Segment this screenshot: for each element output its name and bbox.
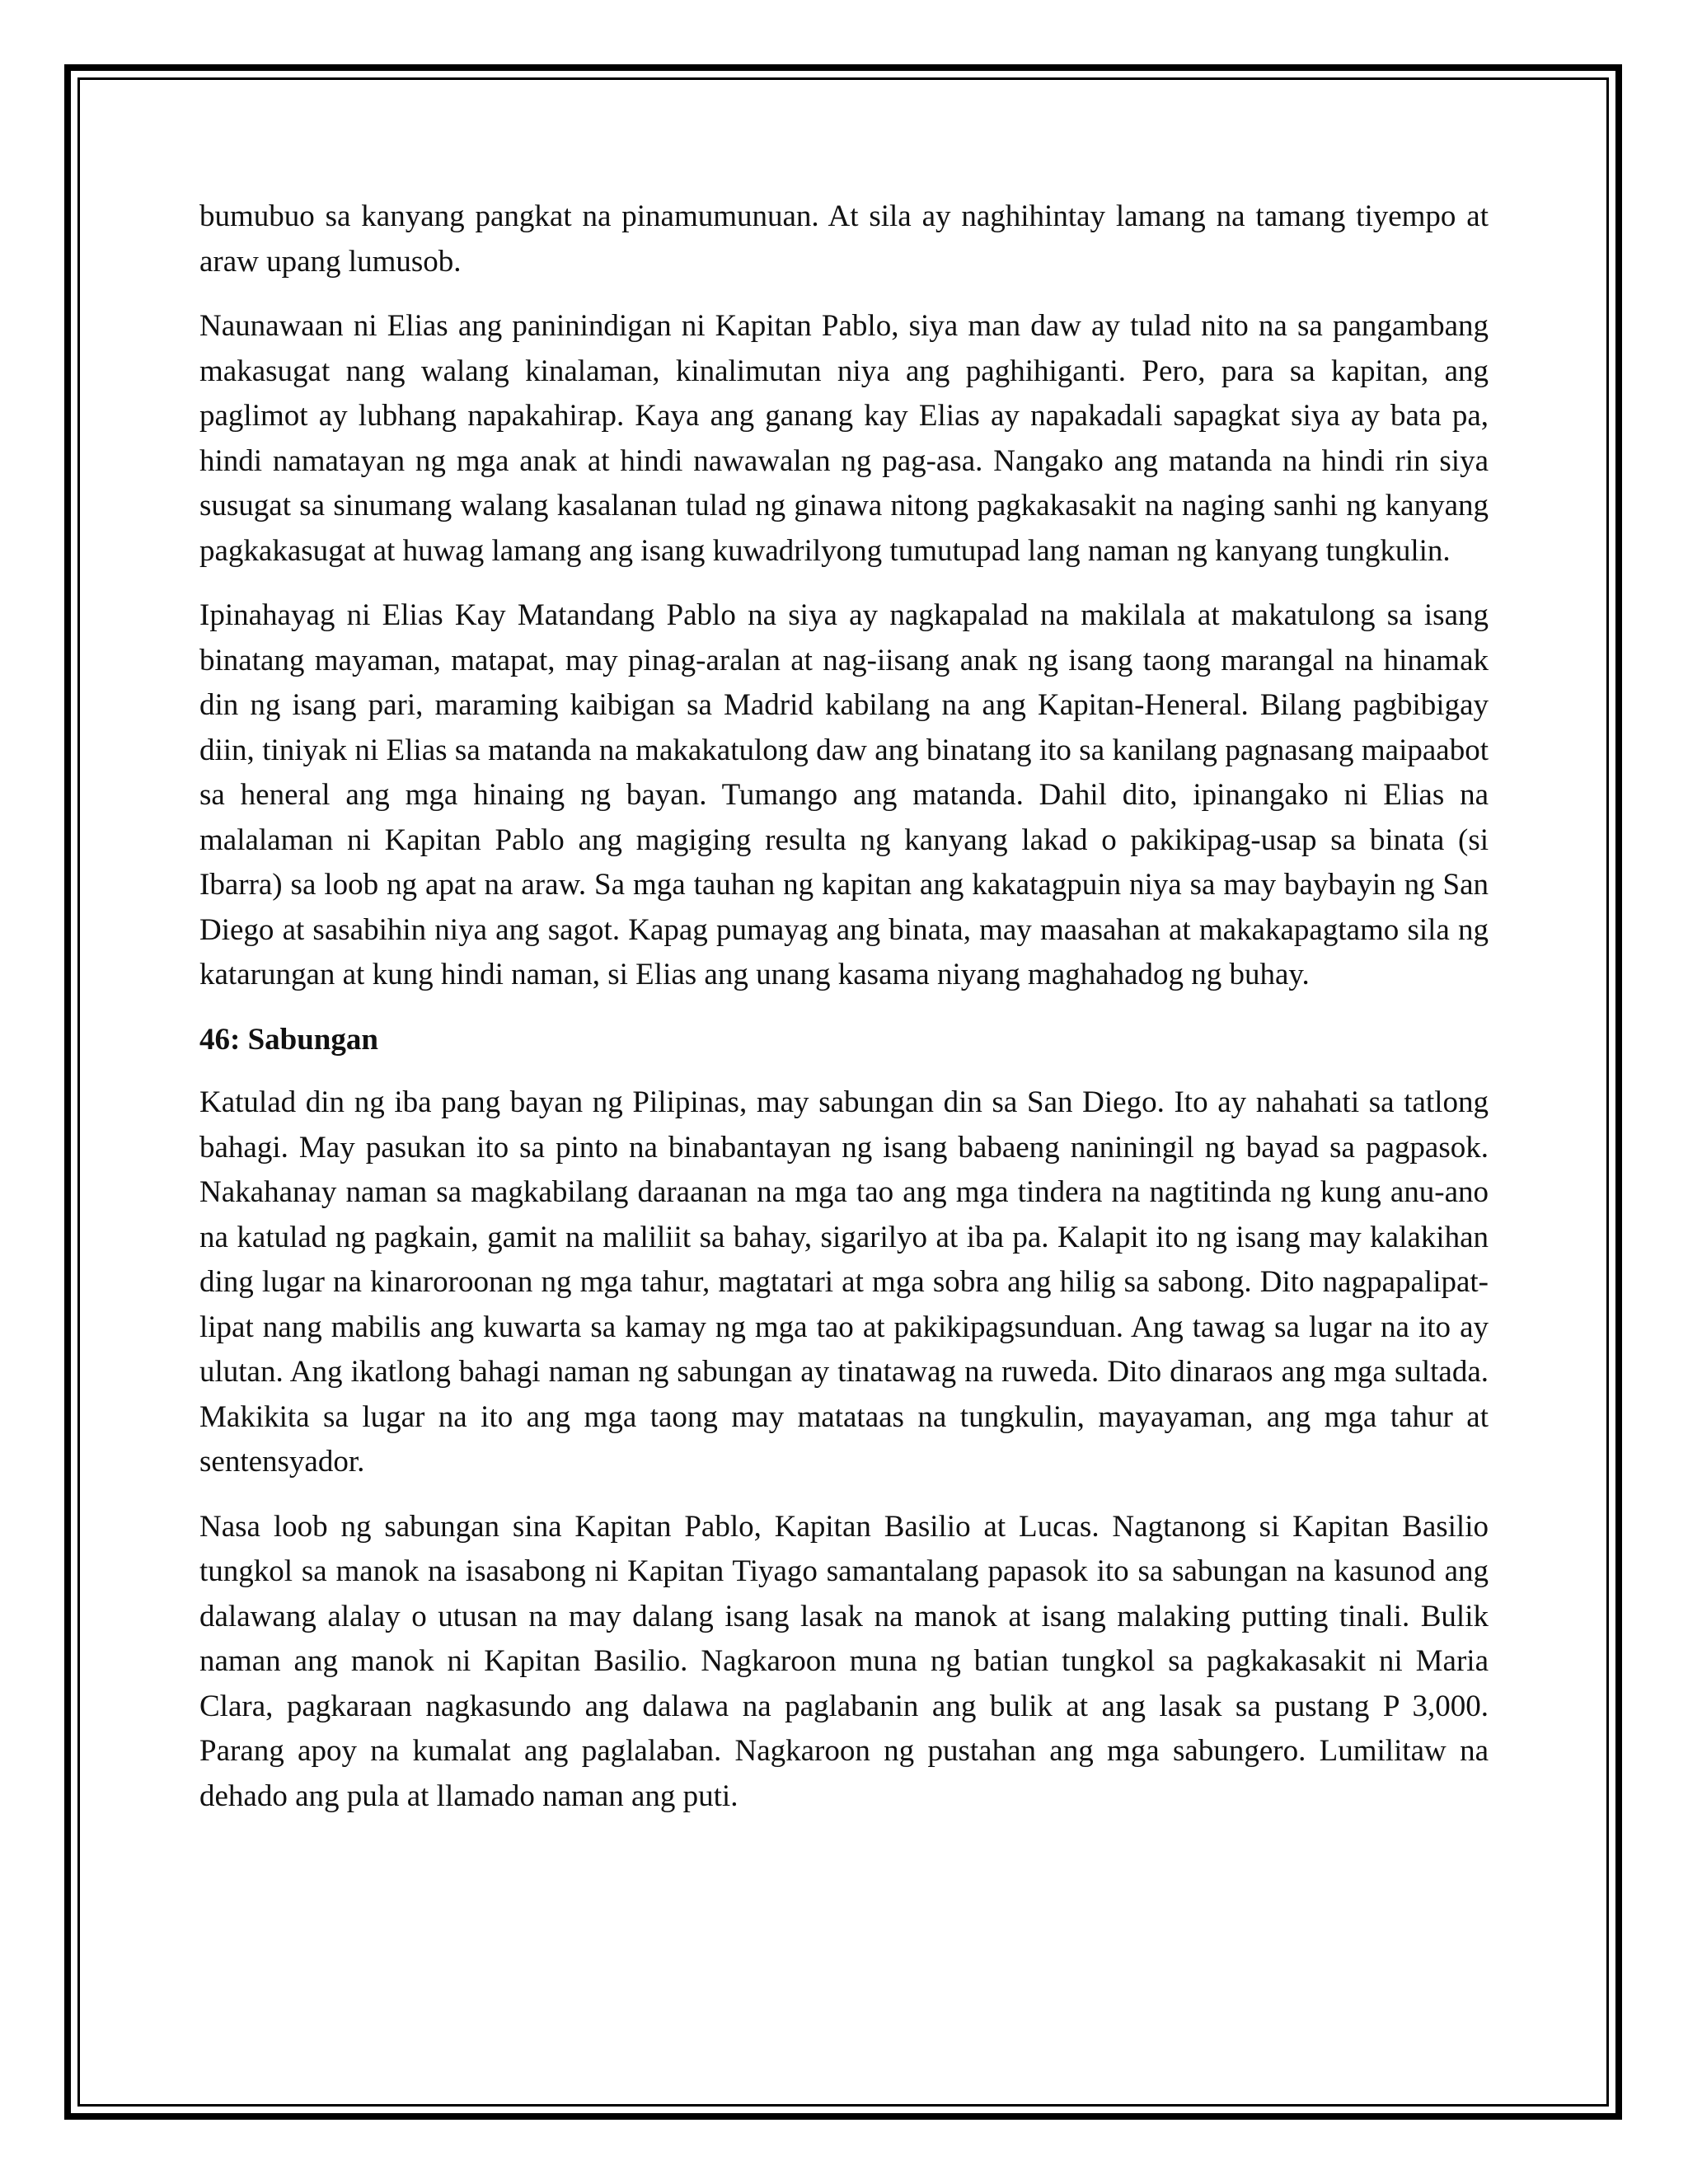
document-body — [199, 194, 1489, 1839]
paragraph-sabungan-description: Katulad din ng iba pang bayan ng Pilipinas, may sabungan din sa San Diego. Ito ay nahahati sa tatlong bahagi. May pasukan ito sa pinto na binabantayan ng isang babaeng naniningil ng bayad sa pagpasok. Nakahanay naman sa magkabilang daraanan na mga tao ang mga tindera na nagtitinda ng kung anu-ano na katulad ng pagkain, gamit na maliliit sa bahay, sigarilyo at iba pa. Kalapit ito ng isang may kalakihan ding lugar na kinaroroonan ng mga tahur, magtatari at mga sobra ang hilig sa sabong. Dito nagpapalipat-lipat nang mabilis ang kuwarta sa kamay ng mga tao at pakikipagsunduan. Ang tawag sa lugar na ito ay ulutan. Ang ikatlong bahagi naman ng sabungan ay tinatawag na ruweda. Dito dinaraos ang mga sultada. Makikita sa lugar na ito ang mga taong may matataas na tungkulin, mayayaman, ang mga tahur at sentensyador. — [199, 1085, 1489, 1479]
paragraph-sabungan-event: Nasa loob ng sabungan sina Kapitan Pablo, Kapitan Basilio at Lucas. Nagtanong si Kapitan Basilio tungkol sa manok na isasabong ni Kapitan Tiyago samantalang papasok ito sa sabungan na kasunod ang dalawang alalay o utusan na may dalang isang lasak na manok at isang malaking putting tinali. Bulik naman ang manok ni Kapitan Basilio. Nagkaroon muna ng batian tungkol sa pagkakasakit ni Maria Clara, pagkaraan nagkasundo ang dalawa na paglabanin ang bulik at ang lasak sa pustang P 3,000. Parang apoy na kumalat ang paglalaban. Nagkaroon ng pustahan ang mga sabungero. Lumilitaw na dehado ang pula at llamado naman ang puti. — [199, 1509, 1489, 1813]
paragraph-continuation: bumubuo sa kanyang pangkat na pinamumunuan. At sila ay naghihintay lamang na tamang tiyempo at araw upang lumusob. — [199, 199, 1489, 279]
chapter-heading: 46: Sabungan — [199, 1022, 378, 1057]
paragraph-elias-promise: Ipinahayag ni Elias Kay Matandang Pablo na siya ay nagkapalad na makilala at makatulong sa isang binatang mayaman, matapat, may pinag-aralan at nag-iisang anak ng isang taong marangal na hinamak din ng isang pari, maraming kaibigan sa Madrid kabilang na ang Kapitan-Heneral. Bilang pagbibigay diin, tiniyak ni Elias sa matanda na makakatulong daw ang binatang ito sa kanilang pagnasang maipaabot sa heneral ang mga hinaing ng bayan. Tumango ang matanda. Dahil dito, ipinangako ni Elias na malalaman ni Kapitan Pablo ang magiging resulta ng kanyang lakad o pakikipag-usap sa binata (si Ibarra) sa loob ng apat na araw. Sa mga tauhan ng kapitan ang kakatagpuin niya sa may baybayin ng San Diego at sasabihin niya ang sagot. Kapag pumayag ang binata, may maasahan at makakapagtamo sila ng katarungan at kung hindi naman, si Elias ang unang kasama niyang maghahadog ng buhay. — [199, 598, 1489, 991]
paragraph-elias-pablo: Naunawaan ni Elias ang paninindigan ni Kapitan Pablo, siya man daw ay tulad nito na sa pangambang makasugat nang walang kinalaman, kinalimutan niya ang paghihiganti. Pero, para sa kapitan, ang paglimot ay lubhang napakahirap. Kaya ang ganang kay Elias ay napakadali sapagkat siya ay bata pa, hindi namatayan ng mga anak at hindi nawawalan ng pag-asa. Nangako ang matanda na hindi rin siya susugat sa sinumang walang kasalanan tulad ng ginawa nitong pagkakasakit na naging sanhi ng kanyang pagkakasugat at huwag lamang ang isang kuwadrilyong tumutupad lang naman ng kanyang tungkulin. — [199, 309, 1489, 568]
